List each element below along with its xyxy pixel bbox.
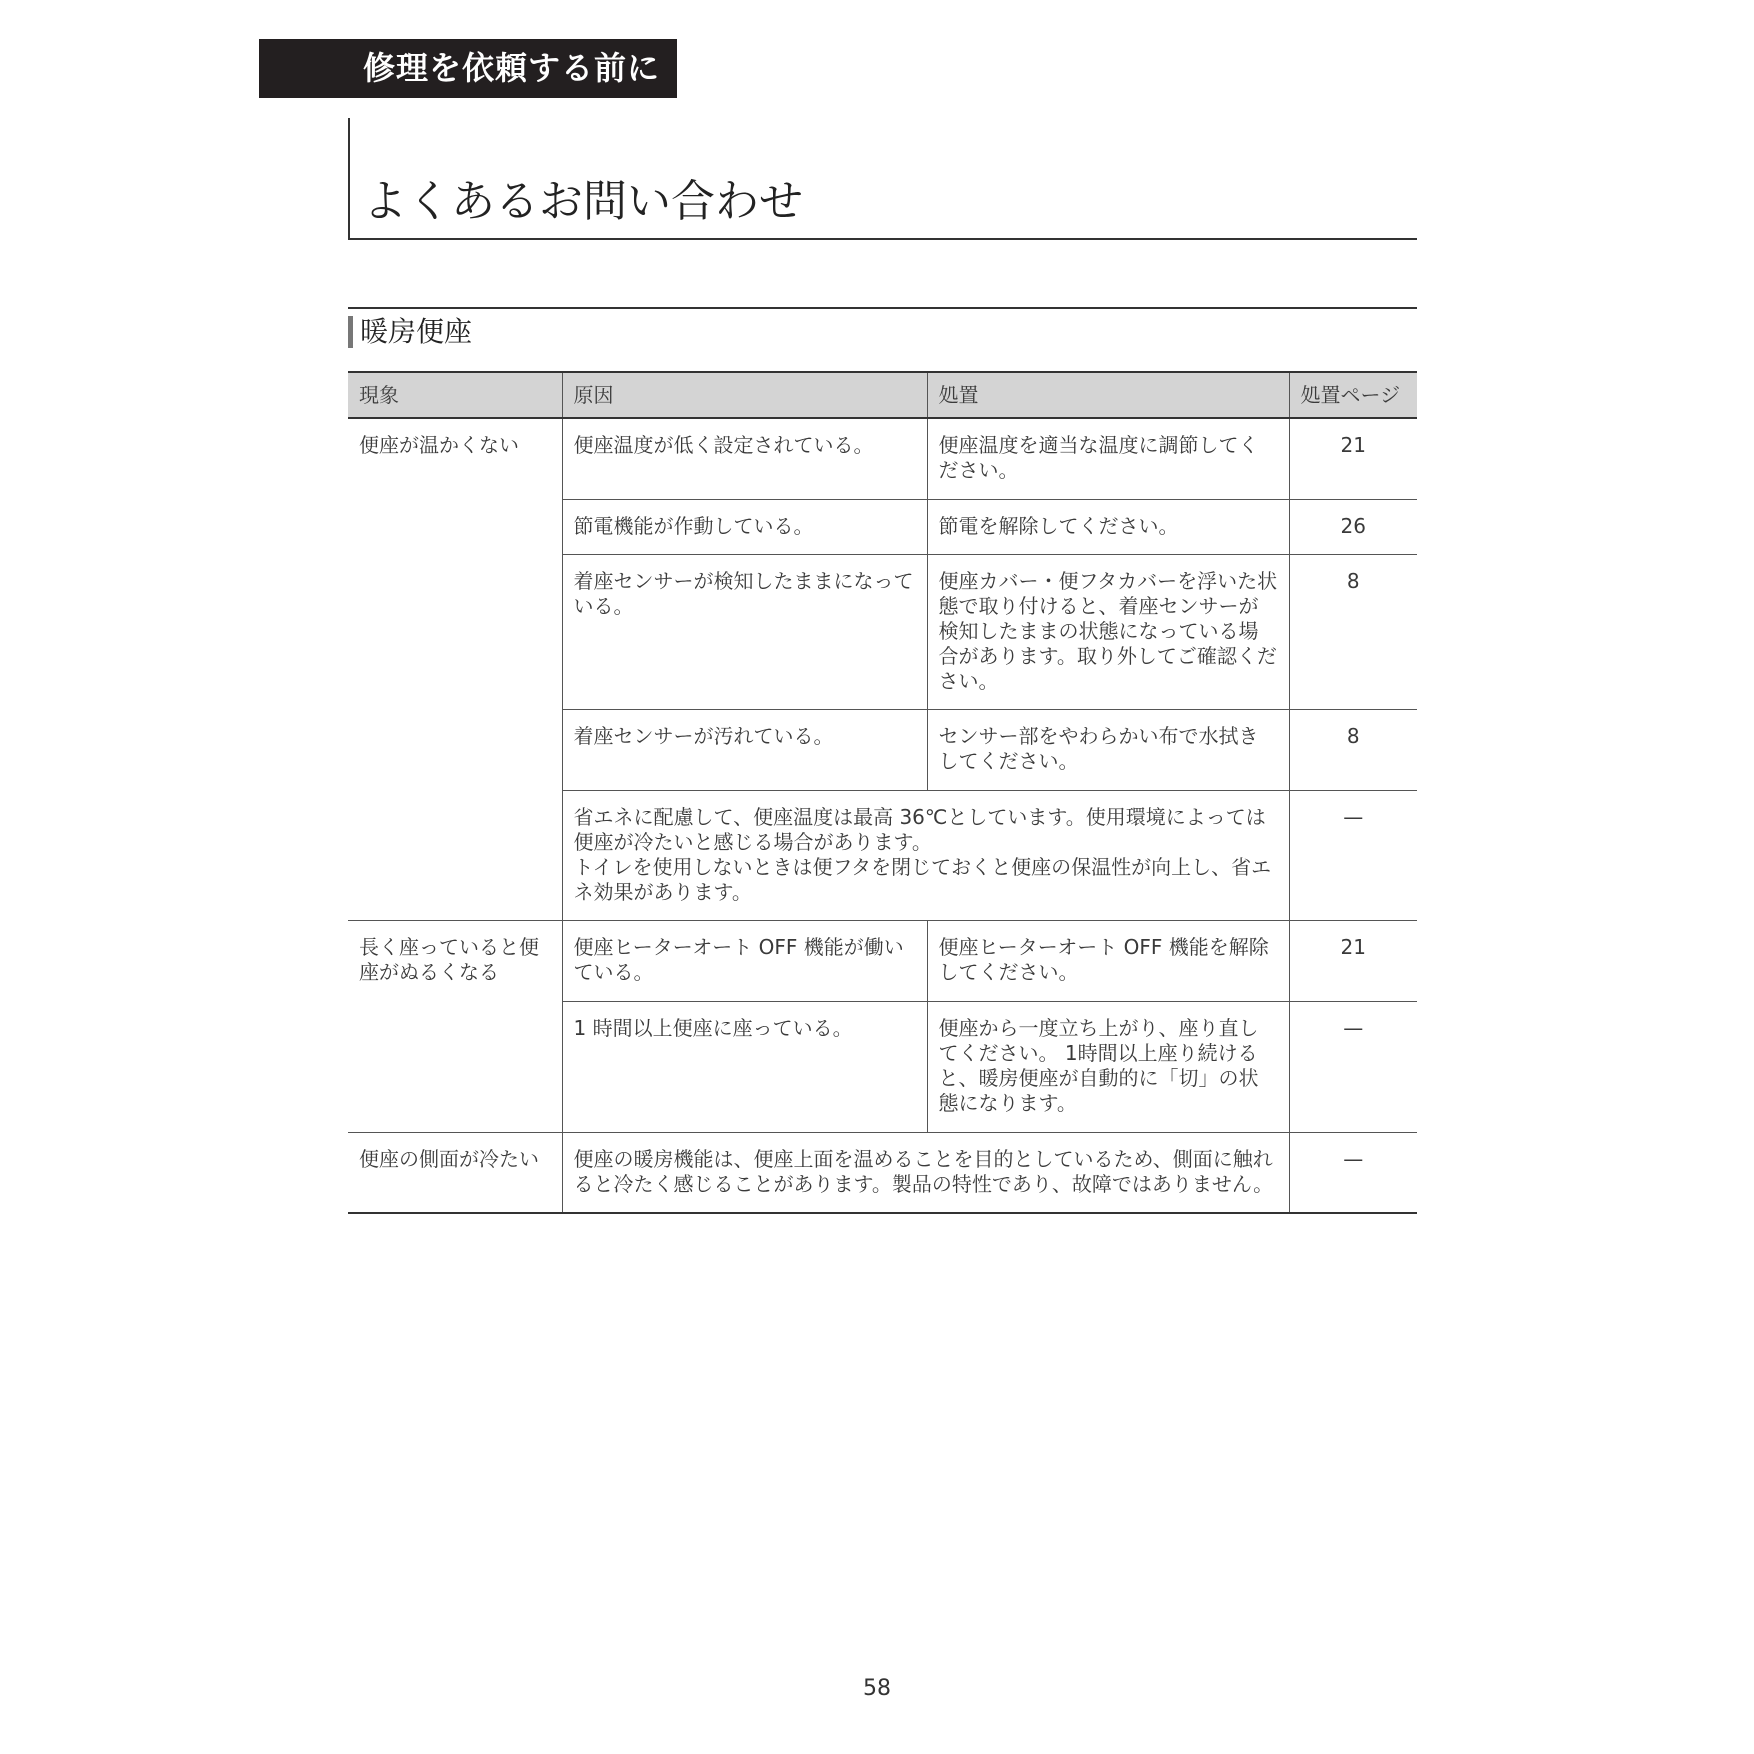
table-row [348, 920, 1417, 1001]
page-number: 58 [863, 1676, 891, 1701]
section-rule [348, 307, 1417, 309]
column-header-remedy: 処置 [927, 372, 1289, 418]
remedy-cell: 便座温度を適当な温度に調節してください。 [927, 418, 1289, 499]
title-bar [348, 118, 350, 240]
table-row [348, 1132, 1417, 1213]
symptom-cell: 便座の側面が冷たい [348, 1132, 562, 1213]
cause-cell: 着座センサーが検知したままになっている。 [562, 554, 927, 709]
chapter-tab: 修理を依頼する前に [259, 39, 677, 98]
page-ref-cell: 26 [1289, 499, 1417, 554]
cause-cell: 節電機能が作動している。 [562, 499, 927, 554]
symptom-cell: 便座が温かくない [348, 418, 562, 920]
page-ref-cell: — [1289, 790, 1417, 920]
section-title: 暖房便座 [360, 315, 473, 348]
faq-table [348, 371, 1417, 1214]
remedy-cell: センサー部をやわらかい布で水拭きしてください。 [927, 709, 1289, 790]
note-cell: 便座の暖房機能は、便座上面を温めることを目的としているため、側面に触れると冷たく感じることがあります。製品の特性であり、故障ではありません。 [562, 1132, 1289, 1213]
remedy-cell: 便座から一度立ち上がり、座り直してください。 1時間以上座り続けると、暖房便座が自動的に「切」の状態になります。 [927, 1001, 1289, 1132]
cause-cell: 便座ヒーターオート OFF 機能が働いている。 [562, 920, 927, 1001]
page-title: よくあるお問い合わせ [363, 176, 803, 227]
column-header-cause: 原因 [562, 372, 927, 418]
cause-cell: 便座温度が低く設定されている。 [562, 418, 927, 499]
cause-cell: 着座センサーが汚れている。 [562, 709, 927, 790]
remedy-cell: 便座カバー・便フタカバーを浮いた状態で取り付けると、着座センサーが検知したままの状態になっている場合があります。取り外してご確認ください。 [927, 554, 1289, 709]
title-rule [348, 238, 1417, 240]
symptom-cell: 長く座っていると便座がぬるくなる [348, 920, 562, 1132]
page-ref-cell: 8 [1289, 554, 1417, 709]
column-header-page: 処置ページ [1289, 372, 1417, 418]
column-header-symptom: 現象 [348, 372, 562, 418]
table-row [348, 418, 1417, 499]
cause-cell: 1 時間以上便座に座っている。 [562, 1001, 927, 1132]
remedy-cell: 便座ヒーターオート OFF 機能を解除してください。 [927, 920, 1289, 1001]
page-ref-cell: 21 [1289, 418, 1417, 499]
table-header-row [348, 372, 1417, 418]
page-ref-cell: 8 [1289, 709, 1417, 790]
page-ref-cell: — [1289, 1132, 1417, 1213]
remedy-cell: 節電を解除してください。 [927, 499, 1289, 554]
page-ref-cell: — [1289, 1001, 1417, 1132]
note-cell: 省エネに配慮して、便座温度は最高 36℃としています。使用環境によっては便座が冷たいと感じる場合があります。 トイレを使用しないときは便フタを閉じておくと便座の保温性が向上し、省エネ効果があります。 [562, 790, 1289, 920]
page-ref-cell: 21 [1289, 920, 1417, 1001]
section-mark [348, 316, 353, 348]
